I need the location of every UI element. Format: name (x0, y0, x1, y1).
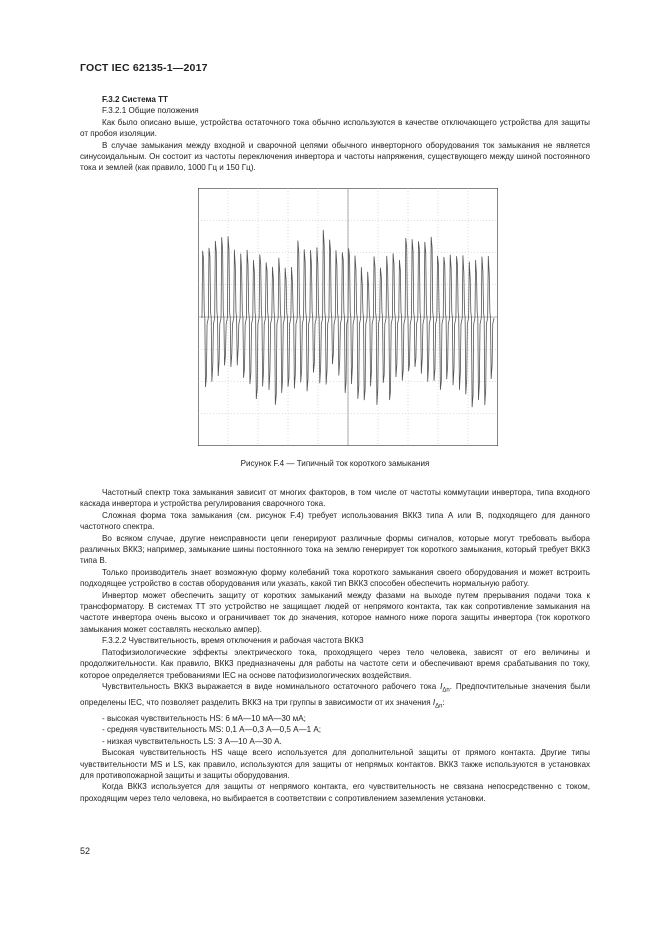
paragraph: Чувствительность ВКК3 выражается в виде номинального остаточного рабочего тока $I_{\Delta n}$. Предпочтительные значения были определены IEC, что позволяет разделить ВКК3 на три группы в зависимости от их значения $I_{\Delta n}$: (80, 681, 590, 710)
body-text (80, 487, 590, 804)
list-item: - высокая чувствительность HS: 6 мА—10 мА—30 мА; (102, 713, 306, 723)
paragraph: Во всяком случае, другие неисправности цепи генерируют различные формы сигналов, которые могут требовать выбора различных ВКК3; например, замыкание шины постоянного тока на землю генерирует ток короткого замыкания, который требует ВКК3 типа В. (80, 533, 590, 566)
paragraph: Высокая чувствительность HS чаще всего используется для дополнительной защиты от прямого контакта. Другие типы чувствительности MS и LS, как правило, используются для защиты от непрямых контактов. ВКК3 также используются в установках для противопожарной защиты и защиты оборудования. (80, 748, 590, 780)
section-f32 (80, 94, 590, 174)
paragraph: Когда ВКК3 используется для защиты от непрямого контакта, его чувствительность не связана непосредственно с током, проходящим через тело человека, но выбирается в соответствии с сопротивлением заземления установки. (80, 782, 590, 803)
section-heading: F.3.2 Система ТТ (102, 95, 168, 104)
paragraph: Сложная форма тока замыкания (см. рисунок F.4) требует использования ВКК3 типа А или В, подходящего для данного частотного спектра. (80, 510, 590, 532)
page-number: 52 (80, 846, 91, 856)
paragraph: Частотный спектр тока замыкания зависит от многих факторов, в том числе от частоты коммутации инвертора, типа входного каскада инвертора и устройства регулирования сварочного тока. (80, 488, 590, 509)
list-item: - средняя чувствительность MS: 0,1 А—0,3 А—0,5 А—1 А; (102, 725, 322, 735)
oscilloscope-waveform (198, 188, 498, 446)
paragraph: Патофизиологические эффекты электрического тока, проходящего через тело человека, зависят от его величины и продолжительности. Как правило, ВКК3 предназначены для работы на частоте сети и обеспечивают время срабатывания по току, которое определяется требованиями IEC на основе патофизиологических воздействия. (80, 647, 590, 680)
paragraph: Только производитель знает возможную форму колебаний тока короткого замыкания своего оборудования и может встроить подходящее устройство в состав оборудования или указать, какой тип ВКК3 способен обеспечить нормальную работу. (80, 567, 590, 589)
list-item: - низкая чувствительность LS: 3 А—10 А—30 А. (102, 736, 282, 746)
subsection-heading: F.3.2.2 Чувствительность, время отключения и рабочая частота ВКК3 (102, 636, 364, 646)
paragraph: В случае замыкания между входной и сварочной цепями обычного инверторного оборудования ток замыкания не является синусоидальным. Он состоит из частоты переключения инвертора и частоты напряжения, существующего между шиной постоянного тока и землей (как правило, 1000 Гц и 150 Гц). (80, 140, 590, 173)
oscilloscope-figure (198, 188, 498, 446)
subsection-heading: F.3.2.1 Общие положения (102, 106, 199, 116)
figure-caption: Рисунок F.4 — Типичный ток короткого замыкания (240, 459, 430, 468)
document-header: ГОСТ IEC 62135-1—2017 (80, 62, 208, 74)
paragraph: Инвертор может обеспечить защиту от коротких замыканий между фазами на выходе путем прерывания подачи тока к трансформатору. В системах ТТ это устройство не защищает людей от непрямого контакта, так как сопротивление замыкания на частоте инвертора очень высоко и ограничивает ток до значения, которое намного ниже порога защиты инвертора (ток короткого замыкания может составлять несколько ампер). (80, 590, 590, 634)
paragraph: Как было описано выше, устройства остаточного тока обычно используются в качестве отключающего устройства для защиты от пробоя изоляции. (80, 117, 590, 139)
